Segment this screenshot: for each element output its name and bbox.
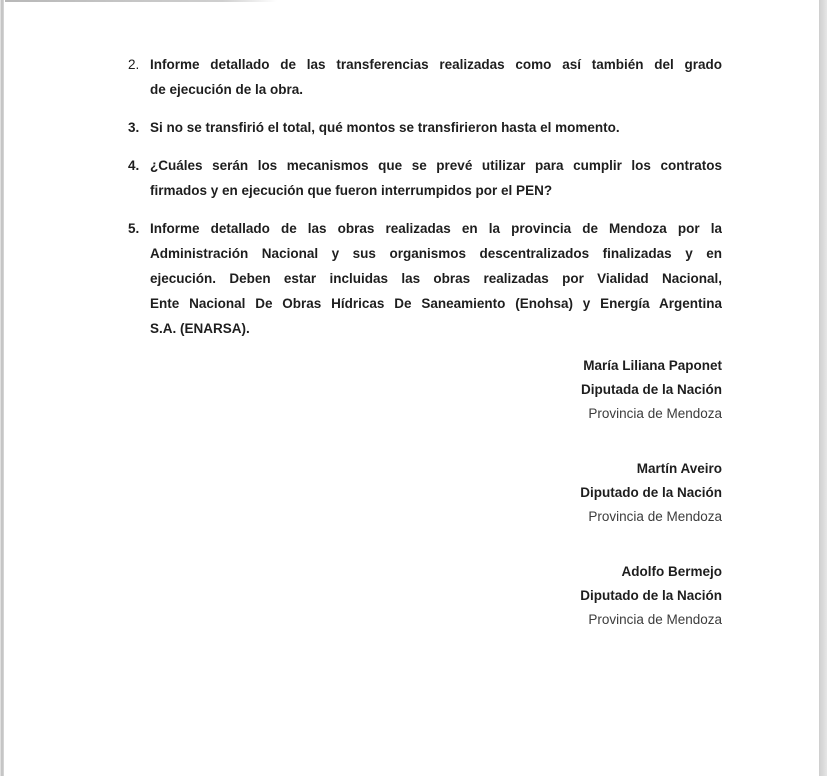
list-item-number: 4.	[128, 158, 140, 173]
list-item-text	[150, 115, 722, 140]
signature-section	[128, 354, 722, 632]
signature-name: Martín Aveiro	[636, 461, 722, 476]
numbered-list	[128, 52, 722, 341]
page-right-edge	[819, 0, 827, 776]
list-item-text-line: Si no se transfirió el total, qué montos se transfirieron hasta el momento.	[150, 120, 620, 135]
signature-title: Diputada de la Nación	[580, 382, 722, 397]
list-item-text-line: Informe detallado de las transferencias realizadas como así también del grado	[150, 57, 722, 72]
signature-province: Provincia de Mendoza	[588, 612, 722, 627]
list-item-4	[128, 153, 722, 203]
signature-province: Provincia de Mendoza	[588, 406, 722, 421]
signature-province: Provincia de Mendoza	[588, 509, 722, 524]
list-item-text-line: Administración Nacional y sus organismos descentralizados finalizadas y en	[150, 246, 722, 261]
list-item-text-line: ¿Cuáles serán los mecanismos que se prevé utilizar para cumplir los contratos	[150, 158, 722, 173]
list-item-number: 2.	[128, 57, 140, 72]
signature-block-bermejo	[128, 560, 722, 632]
page-top-edge	[5, 0, 277, 2]
list-item-3	[128, 115, 722, 140]
list-item-text	[150, 153, 722, 203]
list-item-text	[150, 216, 722, 341]
document-content	[128, 52, 722, 632]
list-item-text-line: Ente Nacional De Obras Hídricas De Saneamiento (Enohsa) y Energía Argentina	[150, 296, 722, 311]
signature-block-aveiro	[128, 457, 722, 529]
signature-title: Diputado de la Nación	[580, 588, 722, 603]
list-item-2	[128, 52, 722, 102]
list-item-text-line: firmados y en ejecución que fueron interrumpidos por el PEN?	[150, 183, 553, 198]
list-item-number: 5.	[128, 221, 140, 236]
list-item-number: 3.	[128, 120, 140, 135]
signature-title: Diputado de la Nación	[580, 485, 722, 500]
signature-name: María Liliana Paponet	[583, 358, 722, 373]
list-item-text-line: ejecución. Deben estar incluidas las obras realizadas por Vialidad Nacional,	[150, 271, 722, 286]
list-item-text-line: de ejecución de la obra.	[150, 82, 304, 97]
list-item-5	[128, 216, 722, 341]
page-left-edge	[0, 0, 4, 776]
signature-block-paponet	[128, 354, 722, 426]
list-item-text	[150, 52, 722, 102]
list-item-text-line: S.A. (ENARSA).	[150, 321, 250, 336]
list-item-text-line: Informe detallado de las obras realizadas en la provincia de Mendoza por la	[150, 221, 722, 236]
signature-name: Adolfo Bermejo	[621, 564, 722, 579]
